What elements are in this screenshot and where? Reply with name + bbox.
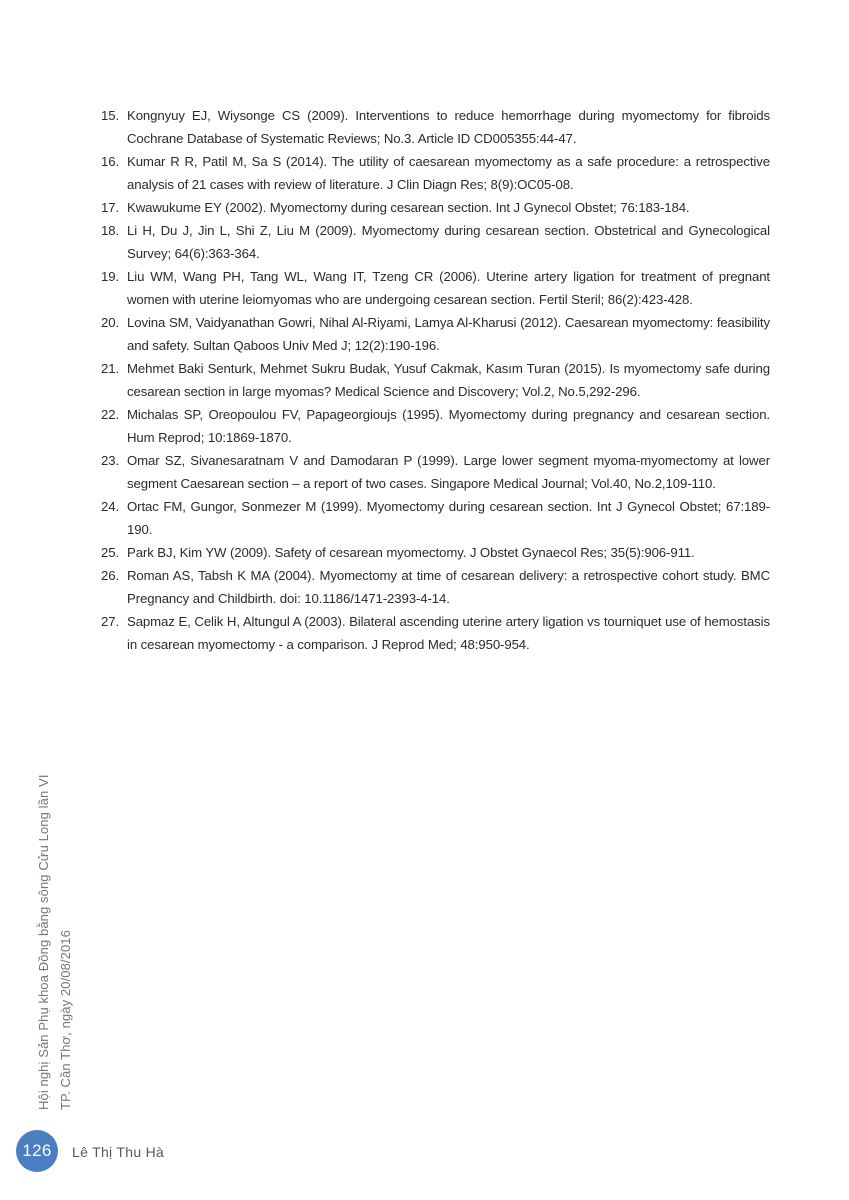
sidebar-conference-info <box>33 774 77 1110</box>
reference-item <box>101 357 770 403</box>
conference-title: Hội nghị Sản Phụ khoa Đồng bằng sông Cửu Long lần VI <box>36 774 51 1110</box>
reference-item <box>101 403 770 449</box>
reference-number: 21. <box>101 361 120 376</box>
conference-location-date: TP. Cần Thơ, ngày 20/08/2016 <box>58 930 73 1110</box>
reference-number: 19. <box>101 269 120 284</box>
reference-number: 15. <box>101 108 120 123</box>
reference-text: Michalas SP, Oreopoulou FV, Papageorgioujs (1995). Myomectomy during pregnancy and cesarean section. Hum Reprod; 10:1869-1870. <box>127 407 770 445</box>
reference-list <box>101 104 770 656</box>
reference-text: Roman AS, Tabsh K MA (2004). Myomectomy at time of cesarean delivery: a retrospective cohort study. BMC Pregnancy and Childbirth. doi: 10.1186/1471-2393-4-14. <box>127 568 770 606</box>
reference-item <box>101 196 770 219</box>
reference-item <box>101 495 770 541</box>
reference-text: Mehmet Baki Senturk, Mehmet Sukru Budak, Yusuf Cakmak, Kasım Turan (2015). Is myomectomy safe during cesarean section in large myomas? Medical Science and Discovery; Vol.2, No.5,292-296. <box>127 361 770 399</box>
reference-item <box>101 265 770 311</box>
reference-item <box>101 564 770 610</box>
reference-text: Ortac FM, Gungor, Sonmezer M (1999). Myomectomy during cesarean section. Int J Gynecol Obstet; 67:189-190. <box>127 499 770 537</box>
page-number: 126 <box>22 1141 52 1160</box>
reference-item <box>101 541 770 564</box>
reference-text: Liu WM, Wang PH, Tang WL, Wang IT, Tzeng CR (2006). Uterine artery ligation for treatment of pregnant women with uterine leiomyomas who are undergoing cesarean section. Fertil Steril; 86(2):423-428. <box>127 269 770 307</box>
reference-text: Lovina SM, Vaidyanathan Gowri, Nihal Al-Riyami, Lamya Al-Kharusi (2012). Caesarean myomectomy: feasibility and safety. Sultan Qaboos Univ Med J; 12(2):190-196. <box>127 315 770 353</box>
reference-number: 25. <box>101 545 120 560</box>
page-number-badge <box>16 1130 58 1172</box>
reference-item <box>101 150 770 196</box>
reference-text: Kongnyuy EJ, Wiysonge CS (2009). Interventions to reduce hemorrhage during myomectomy for fibroids Cochrane Database of Systematic Reviews; No.3. Article ID CD005355:44-47. <box>127 108 770 146</box>
reference-text: Omar SZ, Sivanesaratnam V and Damodaran P (1999). Large lower segment myoma-myomectomy at lower segment Caesarean section – a report of two cases. Singapore Medical Journal; Vol.40, No.2,109-110. <box>127 453 770 491</box>
reference-item <box>101 219 770 265</box>
reference-item <box>101 311 770 357</box>
reference-number: 23. <box>101 453 120 468</box>
reference-number: 20. <box>101 315 120 330</box>
author-name: Lê Thị Thu Hà <box>72 1144 165 1160</box>
reference-item <box>101 449 770 495</box>
reference-number: 18. <box>101 223 120 238</box>
reference-number: 16. <box>101 154 120 169</box>
reference-number: 17. <box>101 200 120 215</box>
reference-item <box>101 104 770 150</box>
reference-text: Sapmaz E, Celik H, Altungul A (2003). Bilateral ascending uterine artery ligation vs tourniquet use of hemostasis in cesarean myomectomy - a comparison. J Reprod Med; 48:950-954. <box>127 614 770 652</box>
reference-item <box>101 610 770 656</box>
reference-text: Li H, Du J, Jin L, Shi Z, Liu M (2009). Myomectomy during cesarean section. Obstetrical and Gynecological Survey; 64(6):363-364. <box>127 223 770 261</box>
reference-number: 22. <box>101 407 120 422</box>
reference-text: Kwawukume EY (2002). Myomectomy during cesarean section. Int J Gynecol Obstet; 76:183-184. <box>127 200 690 215</box>
reference-number: 24. <box>101 499 120 514</box>
reference-text: Park BJ, Kim YW (2009). Safety of cesarean myomectomy. J Obstet Gynaecol Res; 35(5):906-911. <box>127 545 695 560</box>
reference-number: 27. <box>101 614 120 629</box>
reference-number: 26. <box>101 568 120 583</box>
reference-text: Kumar R R, Patil M, Sa S (2014). The utility of caesarean myomectomy as a safe procedure: a retrospective analysis of 21 cases with review of literature. J Clin Diagn Res; 8(9):OC05-08. <box>127 154 770 192</box>
